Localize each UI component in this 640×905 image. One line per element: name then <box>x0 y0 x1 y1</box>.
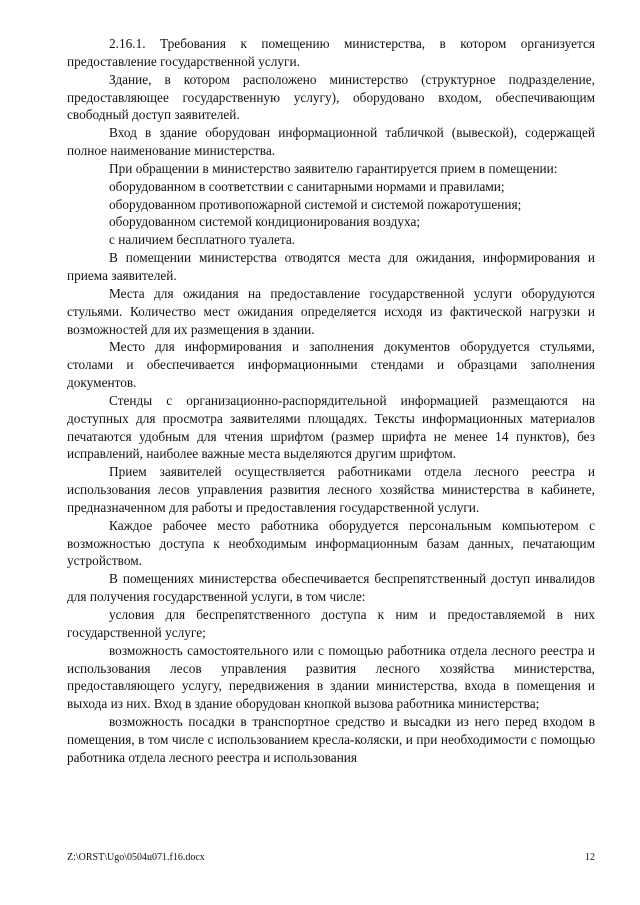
list-item-air-conditioning: оборудованном системой кондиционирования воздуха; <box>109 214 421 230</box>
paragraph-building: Здание, в котором расположено министерство (структурное подразделение, предоставляющее государственную услугу), оборудовано входом, обеспечивающим свободный доступ заявителей. <box>67 71 595 123</box>
list-item-toilet: с наличием бесплатного туалета. <box>109 232 296 248</box>
list-item-access-conditions: условия для беспрепятственного доступа к ним и предоставляемой в них государственной услуге; <box>67 607 595 640</box>
paragraph-information-place: Место для информирования и заполнения документов оборудуется стульями, столами и обеспечивается информационными стендами и образцами заполнения документов. <box>67 339 595 391</box>
paragraph-requirements-heading: 2.16.1. Требования к помещению министерства, в котором организуется предоставление государственной услуги. <box>67 36 595 69</box>
list-item-fire-safety: оборудованном противопожарной системой и системой пожаротушения; <box>109 196 522 212</box>
page-number: 12 <box>585 852 595 863</box>
list-item-movement: возможность самостоятельного или с помощью работника отдела лесного реестра и использования лесов управления развития лесного хозяйства министерства, предоставляющего услугу, передвижения в здании министерства, входа в помещения и выхода из них. Вход в здание оборудован кнопкой вызова работника министерства; <box>67 642 595 712</box>
paragraph-waiting-places: В помещении министерства отводятся места для ожидания, информирования и приема заявителей. <box>67 250 595 283</box>
paragraph-waiting-chairs: Места для ожидания на предоставление государственной услуги оборудуются стульями. Количество мест ожидания определяется исходя из фактической нагрузки и возможностей для их размещения в здании. <box>67 285 595 337</box>
footer-file-path: Z:\ORST\Ugo\0504u071.f16.docx <box>67 852 205 863</box>
paragraph-entrance-sign: Вход в здание оборудован информационной табличкой (вывеской), содержащей полное наименование министерства. <box>67 125 595 159</box>
paragraph-workplace: Каждое рабочее место работника оборудуется персональным компьютером с возможностью доступа к необходимым информационным базам данных, печатающим устройством. <box>67 517 595 569</box>
paragraph-reception-guarantee: При обращении в министерство заявителю гарантируется прием в помещении: <box>109 160 558 176</box>
list-item-sanitary: оборудованном в соответствии с санитарными нормами и правилами; <box>109 178 505 194</box>
paragraph-info-stands: Стенды с организационно-распорядительной информацией размещаются на доступных для просмотра заявителями площадях. Тексты информационных материалов печатаются удобным для чтения шрифтом (размер шрифта не менее 14 пунктов), без исправлений, наиболее важные места выделяются другим шрифтом. <box>67 392 595 462</box>
page-footer <box>67 852 595 863</box>
document-body <box>67 35 595 767</box>
paragraph-disabled-access: В помещениях министерства обеспечивается беспрепятственный доступ инвалидов для получения государственной услуги, в том числе: <box>67 571 595 605</box>
paragraph-reception-staff: Прием заявителей осуществляется работниками отдела лесного реестра и использования лесов управления развития лесного хозяйства министерства в кабинете, предназначенном для работы и предоставления государственной услуги. <box>67 464 595 515</box>
list-item-transport: возможность посадки в транспортное средство и высадки из него перед входом в помещения, в том числе с использованием кресла-коляски, и при необходимости с помощью работника отдела лесного реестра и использования <box>67 714 595 765</box>
